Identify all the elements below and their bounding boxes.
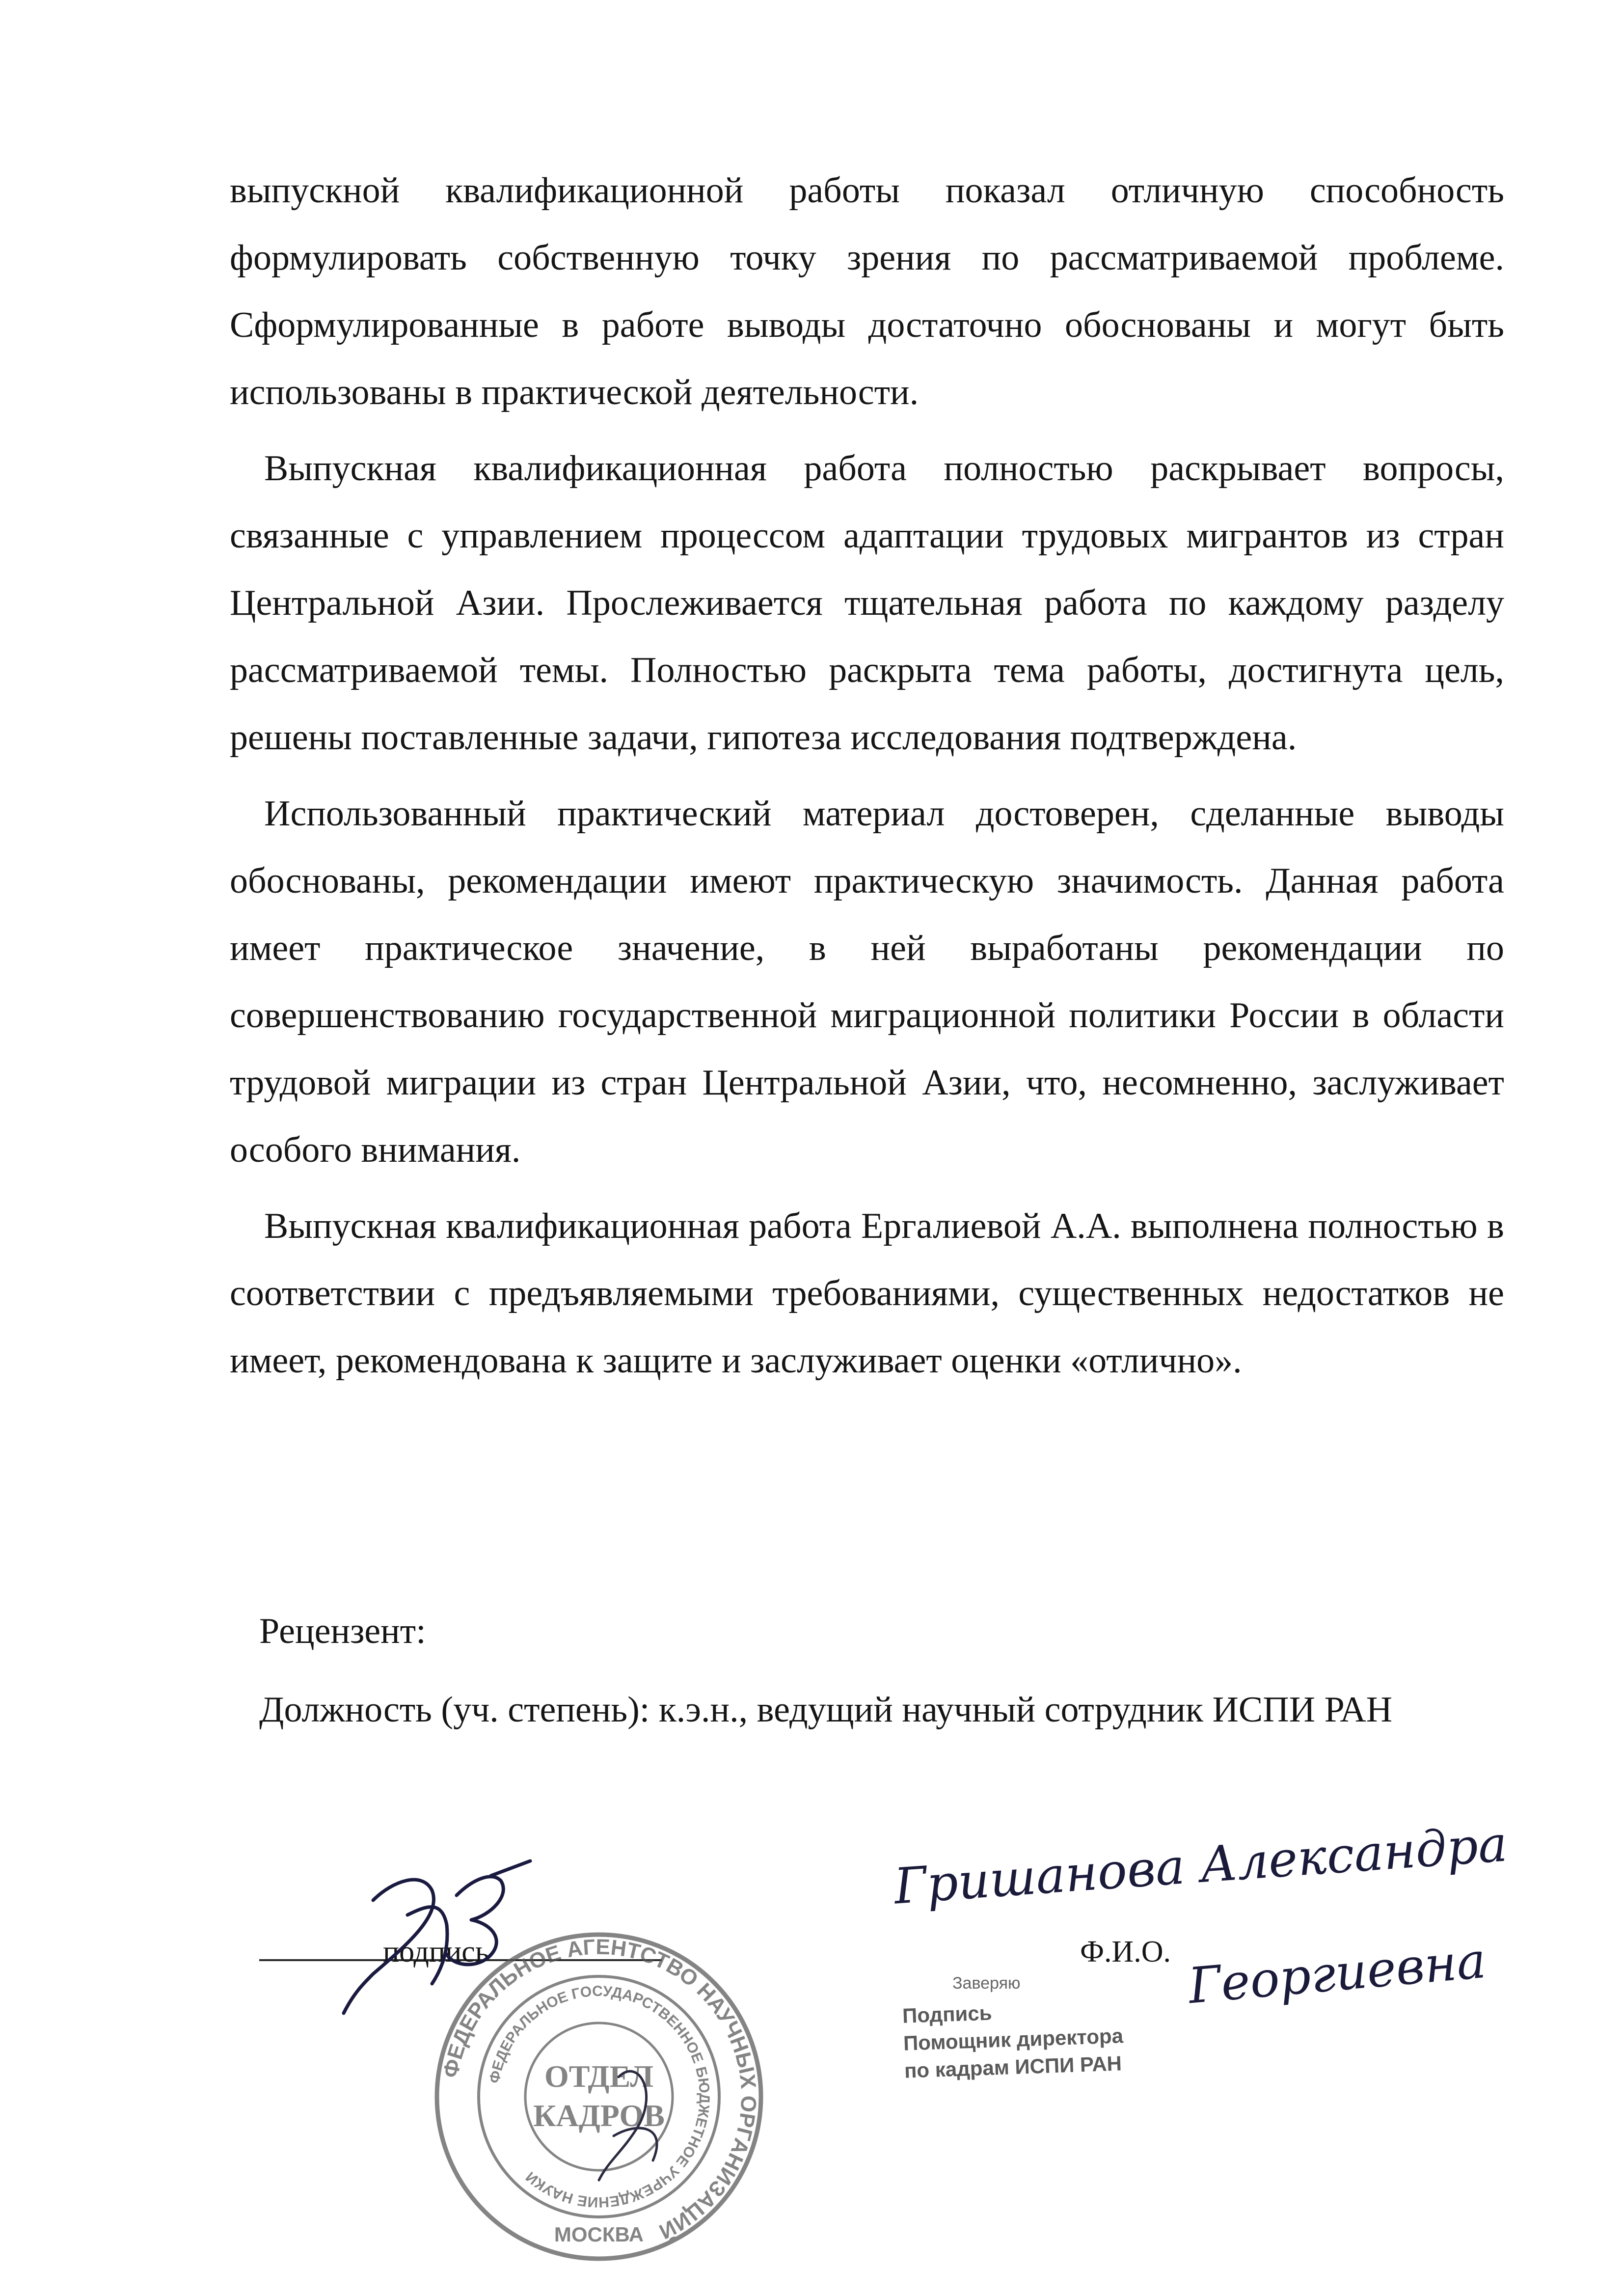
reviewer-position: Должность (уч. степень): к.э.н., ведущий научный сотрудник ИСПИ РАН bbox=[259, 1690, 1393, 1730]
handwritten-name-line2: Георгиевна bbox=[1186, 1931, 1488, 2015]
certification-line2: Помощник директора bbox=[903, 2024, 1124, 2055]
fio-caption: Ф.И.О. bbox=[1080, 1935, 1171, 1968]
stamp-inner-text: ФЕДЕРАЛЬНОЕ ГОСУДАРСТВЕННОЕ БЮДЖЕТНОЕ УЧРЕЖДЕНИЕ НАУКИ bbox=[486, 1983, 713, 2211]
svg-text:ФЕДЕРАЛЬНОЕ ГОСУДАРСТВЕННОЕ БЮ bbox=[487, 1983, 713, 2210]
paragraph-4: Выпускная квалификационная работа Ергалиевой А.А. выполнена полностью в соответствии с предъявляемыми требованиями, существенных недостатков не имеет, рекомендована к защите и заслуживает оценки «отлично». bbox=[230, 1206, 1504, 1381]
zaveryayu-text: Заверяю bbox=[952, 1974, 1021, 1993]
paragraph-2: Выпускная квалификационная работа полностью раскрывает вопросы, связанные с управлением процессом адаптации трудовых мигрантов из стран Центральной Азии. Прослеживается тщательная работа по каждому разделу рассматриваемой темы. Полностью раскрыта тема работы, достигнута цель, решены поставленные задачи, гипотеза исследования подтверждена. bbox=[230, 448, 1504, 758]
review-body bbox=[230, 157, 1504, 1403]
certification-line1: Подпись bbox=[902, 2001, 993, 2027]
paragraph-1: выпускной квалификационной работы показал отличную способность формулировать собственную точку зрения по рассматриваемой проблеме. Сформулированные в работе выводы достаточно обоснованы и могут быть использованы в практической деятельности. bbox=[230, 170, 1504, 412]
certification-block bbox=[902, 1995, 1125, 2085]
certifier-signature bbox=[599, 2071, 657, 2180]
reviewer-label: Рецензент: bbox=[259, 1611, 426, 1651]
stamp-bottom-text: МОСКВА bbox=[554, 2223, 644, 2246]
signature-caption: подпись bbox=[383, 1935, 489, 1968]
svg-text:ФЕДЕРАЛЬНОЕ АГЕНТСТВО НАУЧНЫХ bbox=[438, 1935, 760, 2245]
stamp-center-line2: КАДРОВ bbox=[533, 2098, 665, 2133]
paragraph-3: Использованный практический материал достоверен, сделанные выводы обоснованы, рекомендации имеют практическую значимость. Данная работа имеет практическое значение, в ней выработаны рекомендации по совершенствованию государственной миграционной политики России в области трудовой миграции из стран Центральной Азии, что, несомненно, заслуживает особого внимания. bbox=[230, 793, 1504, 1170]
handwritten-name-line1: Гришанова Александра bbox=[892, 1815, 1510, 1915]
official-stamp bbox=[437, 1935, 761, 2259]
certification-line3: по кадрам ИСПИ РАН bbox=[904, 2051, 1122, 2082]
stamp-center-line1: ОТДЕЛ bbox=[544, 2059, 653, 2094]
stamp-outer-text: ФЕДЕРАЛЬНОЕ АГЕНТСТВО НАУЧНЫХ ОРГАНИЗАЦИЙ bbox=[438, 1935, 761, 2244]
